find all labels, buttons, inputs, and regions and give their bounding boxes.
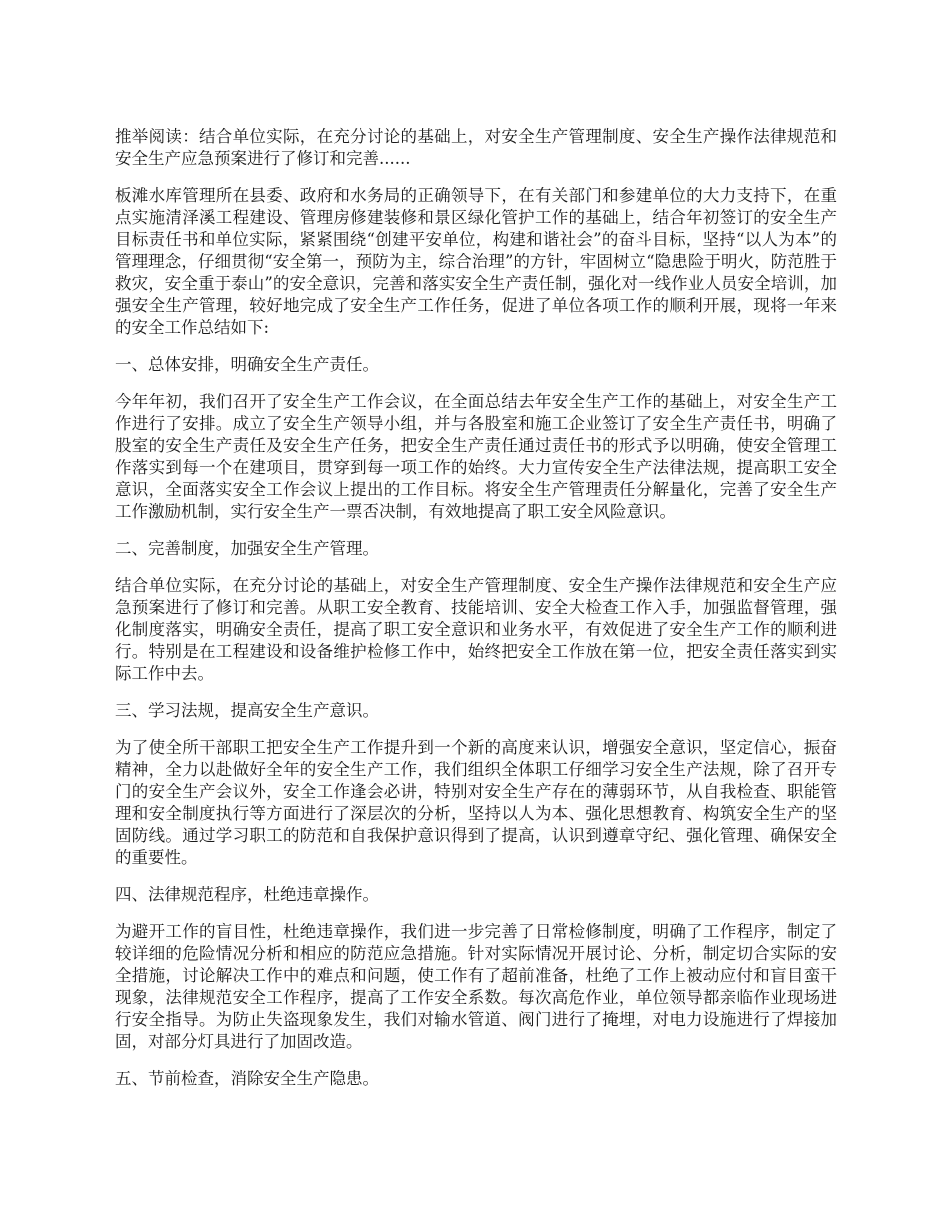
intro-paragraph: 推举阅读：结合单位实际，在充分讨论的基础上，对安全生产管理制度、安全生产操作法律规范和安全生产应急预案进行了修订和完善...... [115, 127, 837, 168]
section-heading-2: 二、完善制度，加强安全生产管理。 [115, 539, 379, 558]
document-body [115, 126, 837, 1105]
section-paragraph-1: 今年年初，我们召开了安全生产工作会议，在全面总结去年安全生产工作的基础上，对安全生产工作进行了安排。成立了安全生产领导小组，并与各股室和施工企业签订了安全生产责任书，明确了股室的安全生产责任及安全生产任务，把安全生产责任通过责任书的形式予以明确，使安全管理工作落实到每一个在建项目，贯穿到每一项工作的始终。大力宣传安全生产法律法规，提高职工安全意识，全面落实安全工作会议上提出的工作目标。将安全生产管理责任分解量化，完善了安全生产工作激励机制，实行安全生产一票否决制，有效地提高了职工安全风险意识。 [115, 392, 837, 521]
section-paragraph-2: 结合单位实际，在充分讨论的基础上，对安全生产管理制度、安全生产操作法律规范和安全生产应急预案进行了修订和完善。从职工安全教育、技能培训、安全大检查工作入手，加强监督管理，强化制度落实，明确安全责任，提高了职工安全意识和业务水平，有效促进了安全生产工作的顺利进行。特别是在工程建设和设备维护检修工作中，始终把安全工作放在第一位，把安全责任落实到实际工作中去。 [115, 576, 837, 683]
section-heading-3: 三、学习法规，提高安全生产意识。 [115, 701, 379, 720]
section-heading-4: 四、法律规范程序，杜绝违章操作。 [115, 885, 379, 904]
section-paragraph-3: 为了使全所干部职工把安全生产工作提升到一个新的高度来认识，增强安全意识，坚定信心，振奋精神，全力以赴做好全年的安全生产工作，我们组织全体职工仔细学习安全生产法规，除了召开专门的安全生产会议外，安全工作逢会必讲，特别对安全生产存在的薄弱环节，从自我检查、职能管理和安全制度执行等方面进行了深层次的分析，坚持以人为本、强化思想教育、构筑安全生产的坚固防线。通过学习职工的防范和自我保护意识得到了提高，认识到遵章守纪、强化管理、确保安全的重要性。 [115, 738, 837, 867]
section-heading-1: 一、总体安排，明确安全生产责任。 [115, 355, 379, 374]
overview-paragraph: 板滩水库管理所在县委、政府和水务局的正确领导下，在有关部门和参建单位的大力支持下，在重点实施清泽溪工程建设、管理房修建装修和景区绿化管护工作的基础上，结合年初签订的安全生产目标责任书和单位实际，紧紧围绕“创建平安单位，构建和谐社会”的奋斗目标，坚持“以人为本”的管理理念，仔细贯彻“安全第一，预防为主，综合治理”的方针，牢固树立“隐患险于明火，防范胜于救灾，安全重于泰山”的安全意识，完善和落实安全生产责任制，强化对一线作业人员安全培训，加强安全生产管理，较好地完成了安全生产工作任务，促进了单位各项工作的顺利开展，现将一年来的安全工作总结如下: [115, 186, 837, 337]
section-paragraph-4: 为避开工作的盲目性，杜绝违章操作，我们进一步完善了日常检修制度，明确了工作程序，制定了较详细的危险情况分析和相应的防范应急措施。针对实际情况开展讨论、分析，制定切合实际的安全措施，讨论解决工作中的难点和问题，使工作有了超前准备，杜绝了工作上被动应付和盲目蛮干现象，法律规范安全工作程序，提高了工作安全系数。每次高危作业，单位领导都亲临作业现场进行安全指导。为防止失盗现象发生，我们对输水管道、阀门进行了掩埋，对电力设施进行了焊接加固，对部分灯具进行了加固改造。 [115, 922, 837, 1051]
section-heading-5: 五、节前检查，消除安全生产隐患。 [115, 1069, 379, 1088]
